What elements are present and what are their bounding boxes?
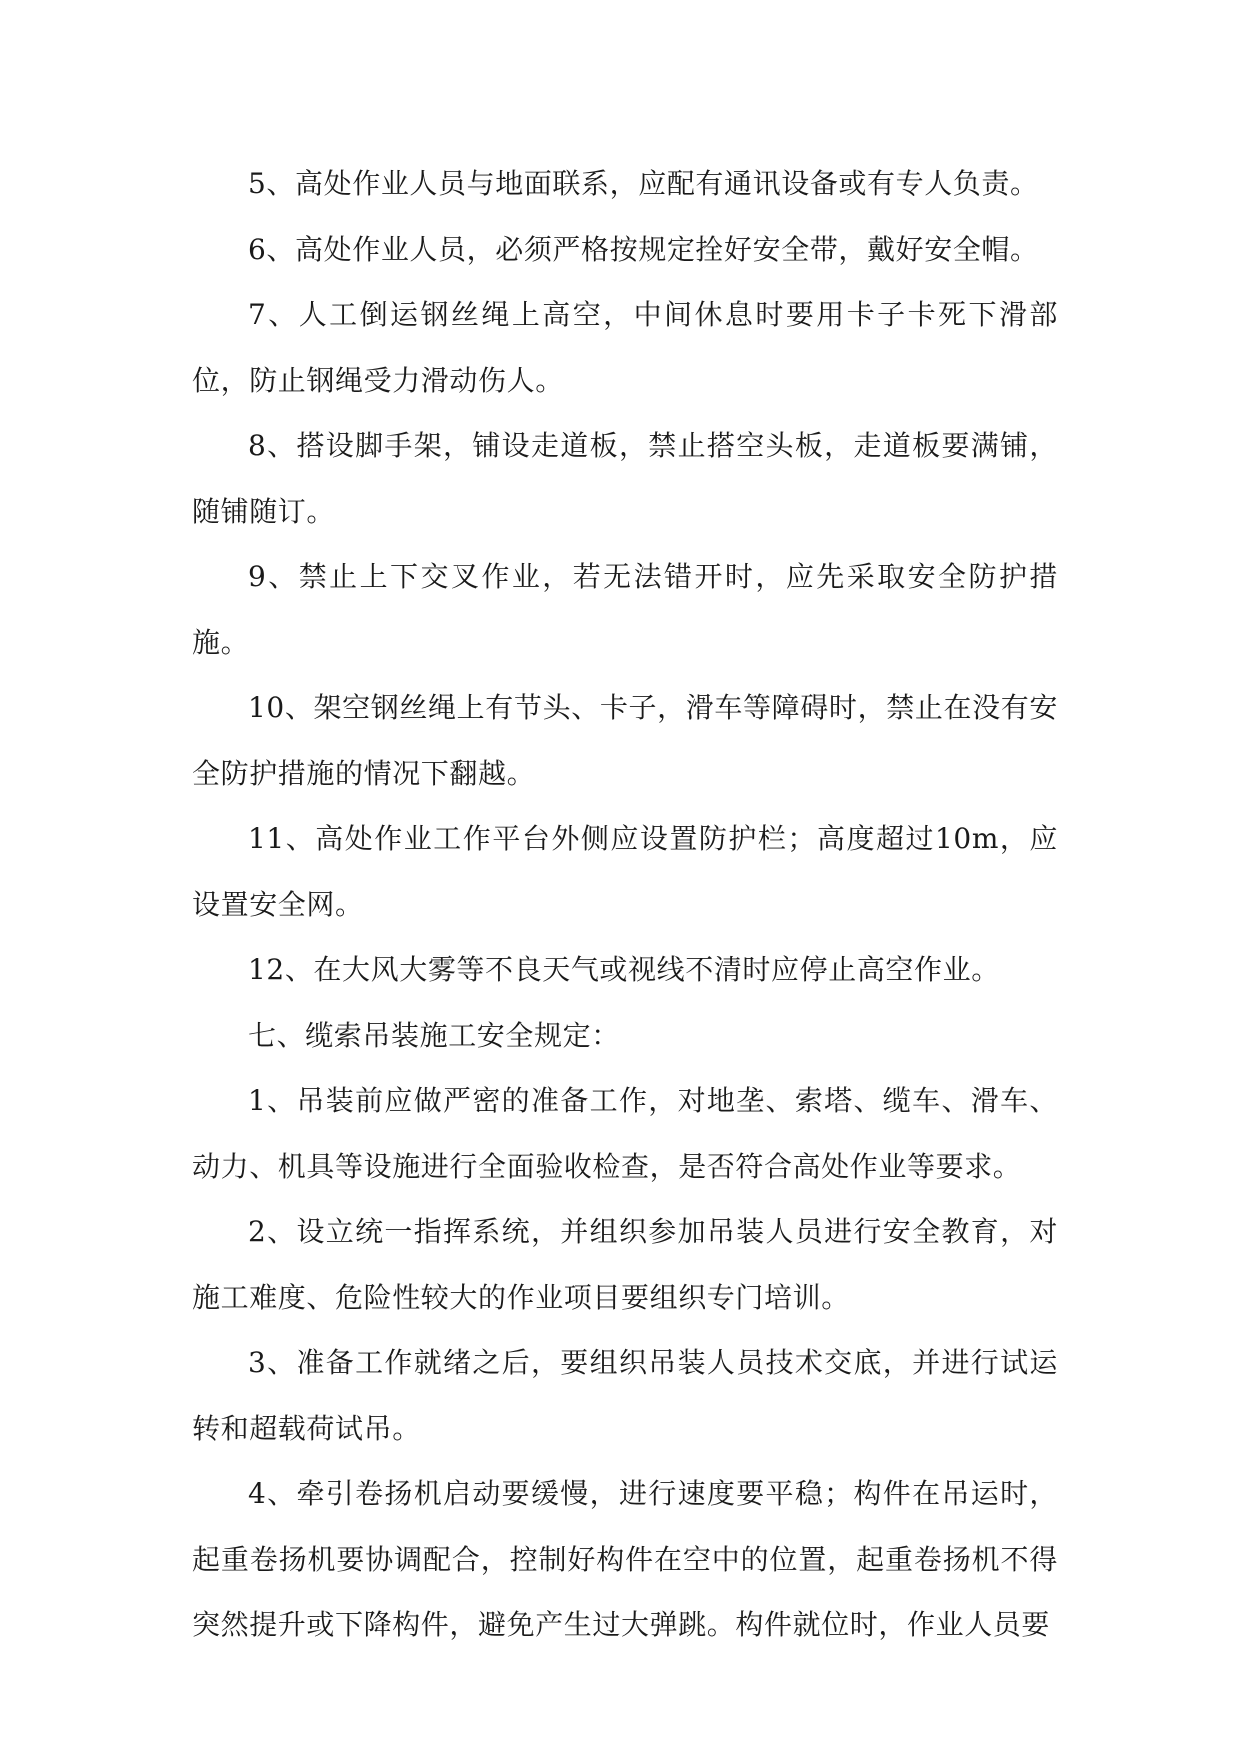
paragraph-item-s4: 4、牵引卷扬机启动要缓慢，进行速度要平稳；构件在吊运时，起重卷扬机要协调配合，控制好构件在空中的位置，起重卷扬机不得突然提升或下降构件，避免产生过大弹跳。构件就位时，作业人员要: [192, 1477, 1058, 1641]
section-heading: 七、缆索吊装施工安全规定：: [248, 1018, 620, 1052]
paragraph-item-6: 6、高处作业人员，必须严格按规定拴好安全带，戴好安全帽。: [248, 232, 1039, 266]
paragraph-item-8: 8、搭设脚手架，铺设走道板，禁止搭空头板，走道板要满铺，随铺随订。: [192, 429, 1058, 528]
paragraph-item-10: 10、架空钢丝绳上有节头、卡子，滑车等障碍时，禁止在没有安全防护措施的情况下翻越。: [192, 691, 1058, 790]
paragraph-item-7: 7、人工倒运钢丝绳上高空，中间休息时要用卡子卡死下滑部位，防止钢绳受力滑动伤人。: [192, 298, 1058, 397]
paragraph-item-s1: 1、吊装前应做严密的准备工作，对地垄、索塔、缆车、滑车、动力、机具等设施进行全面验收检查，是否符合高处作业等要求。: [192, 1084, 1058, 1183]
paragraph-item-s2: 2、设立统一指挥系统，并组织参加吊装人员进行安全教育，对施工难度、危险性较大的作业项目要组织专门培训。: [192, 1215, 1058, 1314]
paragraph-item-5: 5、高处作业人员与地面联系，应配有通讯设备或有专人负责。: [248, 167, 1039, 200]
paragraph-item-s3: 3、准备工作就绪之后，要组织吊装人员技术交底，并进行试运转和超载荷试吊。: [192, 1346, 1058, 1445]
paragraph-item-9: 9、禁止上下交叉作业，若无法错开时，应先采取安全防护措施。: [192, 560, 1058, 659]
paragraph-item-12: 12、在大风大雾等不良天气或视线不清时应停止高空作业。: [248, 953, 1000, 986]
document-body: [192, 151, 1058, 1658]
paragraph-item-11: 11、高处作业工作平台外侧应设置防护栏；高度超过10m，应设置安全网。: [192, 822, 1058, 921]
